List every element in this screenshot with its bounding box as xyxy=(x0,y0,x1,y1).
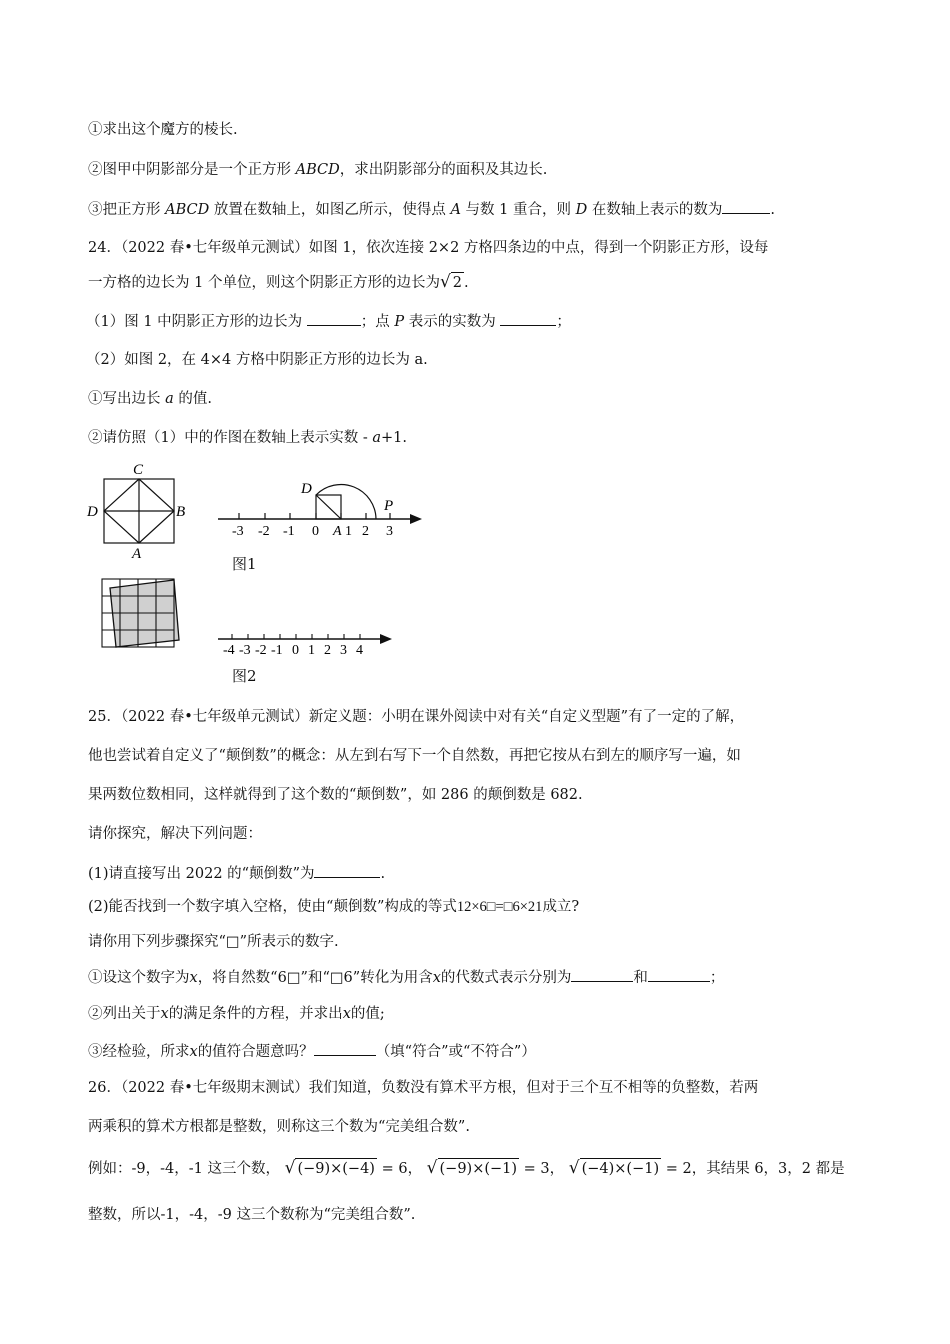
answer-blank xyxy=(307,311,361,326)
axis2-tick-label: -2 xyxy=(255,643,267,658)
diagonal xyxy=(316,495,341,519)
answer-blank xyxy=(314,1041,376,1056)
axis1-point-P: P xyxy=(384,498,394,514)
axis2-tick-label: -4 xyxy=(223,643,235,658)
point-A-label: A xyxy=(132,546,142,562)
axis1-tick-label: 2 xyxy=(362,524,369,539)
axis1-point-D: D xyxy=(301,481,312,497)
axis1-tick-label: 0 xyxy=(312,524,319,539)
figure-1-caption: 图1 xyxy=(232,555,257,573)
axis2-tick-label: 1 xyxy=(308,643,315,658)
q25-line-8: ①设这个数字为x，将自然数“6□”和“□6”转化为用含x的代数式表示分别为 和 ； xyxy=(88,967,724,988)
q25-line-2: 他也尝试着自定义了“颠倒数”的概念：从左到右写下一个自然数，再把它按从右到左的顺序写一遍，如 xyxy=(88,748,741,764)
line-1: ①求出这个魔方的棱长. xyxy=(88,122,238,138)
axis2-tick-label: 4 xyxy=(356,643,363,658)
q24-line-1: 24．（2022 春•七年级单元测试）如图 1，依次连接 2×2 方格四条边的中点，得到一个阴影正方形，设每 xyxy=(88,240,769,256)
axis2-arrow xyxy=(380,634,392,644)
axis1-tickmarks xyxy=(239,513,390,519)
axis2-tick-label: -3 xyxy=(239,643,251,658)
q26-line-4: 整数，所以-1，-4，-9 这三个数称为“完美组合数”. xyxy=(88,1207,416,1223)
sqrt-sign: √ xyxy=(284,1158,296,1178)
sqrt-radicand: 2 xyxy=(451,272,464,293)
answer-blank xyxy=(722,199,770,214)
sqrt-sign: √ xyxy=(568,1158,580,1178)
q26-line-1: 26．（2022 春•七年级期末测试）我们知道，负数没有算术平方根，但对于三个互不相等的负整数，若两 xyxy=(88,1080,759,1096)
line-2: ②图甲中阴影部分是一个正方形 ABCD，求出阴影部分的面积及其边长. xyxy=(88,162,548,178)
q24-line-2: 一方格的边长为 1 个单位，则这个阴影正方形的边长为√ 2 . xyxy=(88,272,469,292)
q24-line-6: ②请仿照（1）中的作图在数轴上表示实数 - a+1. xyxy=(88,430,407,446)
figure-2-caption: 图2 xyxy=(232,667,257,685)
answer-blank xyxy=(314,863,380,878)
axis1-tick-label: 1 xyxy=(345,524,352,539)
fig2-grid xyxy=(102,579,179,647)
answer-blank xyxy=(500,311,556,326)
answer-blank xyxy=(571,967,633,982)
line-3: ③把正方形 ABCD 放置在数轴上，如图乙所示，使得点 A 与数 1 重合，则 D 在数轴上表示的数为 . xyxy=(88,199,775,220)
q25-line-1: 25．（2022 春•七年级单元测试）新定义题：小明在课外阅读中对有关“自定义型题”有了一定的了解， xyxy=(88,709,745,725)
axis1-point-A: A xyxy=(333,524,342,539)
axis1-tick-label: -1 xyxy=(283,524,295,539)
sqrt-radicand: (−4)×(−1) xyxy=(580,1158,662,1179)
q25-line-5: (1)请直接写出 2022 的“颠倒数”为 . xyxy=(88,863,385,884)
q26-line-3: 例如：-9，-4，-1 这三个数， √ (−9)×(−4) = 6， √ (−9)×(−1) = 3， √ (−4)×(−1) = 2，其结果 6，3，2 都是 xyxy=(88,1158,845,1178)
q25-line-10: ③经检验，所求x的值符合题意吗？ （填“符合”或“不符合”） xyxy=(88,1041,536,1062)
point-D-label: D xyxy=(87,504,98,520)
q24-line-4: （2）如图 2，在 4×4 方格中阴影正方形的边长为 a. xyxy=(86,352,428,368)
q25-line-9: ②列出关于x的满足条件的方程，并求出x的值; xyxy=(88,1006,385,1022)
axis2-tick-label: 3 xyxy=(340,643,347,658)
axis2-tick-label: -1 xyxy=(271,643,283,658)
answer-blank xyxy=(648,967,710,982)
axis1-tick-label: 3 xyxy=(386,524,393,539)
point-C-label: C xyxy=(133,462,144,478)
axis1-tick-label: -2 xyxy=(258,524,270,539)
axis2-tick-label: 0 xyxy=(292,643,299,658)
q25-line-7: 请你用下列步骤探究“□”所表示的数字. xyxy=(88,934,339,950)
point-B-label: B xyxy=(176,504,186,520)
sqrt-radicand: (−9)×(−1) xyxy=(438,1158,520,1179)
q25-line-4: 请你探究，解决下列问题： xyxy=(88,826,262,842)
sqrt-radicand: (−9)×(−4) xyxy=(295,1158,377,1179)
figure-24 xyxy=(80,455,460,690)
axis1-arrow xyxy=(410,514,422,524)
q25-line-6: (2)能否找到一个数字填入空格，使由“颠倒数”构成的等式12×6□=□6×21成立? xyxy=(88,899,580,915)
q25-line-3: 果两数位数相同，这样就得到了这个数的“颠倒数”，如 286 的颠倒数是 682. xyxy=(88,787,583,803)
compass-arc xyxy=(316,484,376,519)
axis2-tick-label: 2 xyxy=(324,643,331,658)
q24-line-5: ①写出边长 a 的值. xyxy=(88,391,212,407)
q26-line-2: 两乘积的算术方根都是整数，则称这三个数为“完美组合数”. xyxy=(88,1119,470,1135)
sqrt-sign: √ xyxy=(426,1158,438,1178)
q24-line-3: （1）图 1 中阴影正方形的边长为 ；点 P 表示的实数为 ； xyxy=(86,311,571,332)
axis1-tick-label: -3 xyxy=(232,524,244,539)
sqrt-sign: √ xyxy=(439,272,451,292)
fig1-grid xyxy=(104,479,174,543)
